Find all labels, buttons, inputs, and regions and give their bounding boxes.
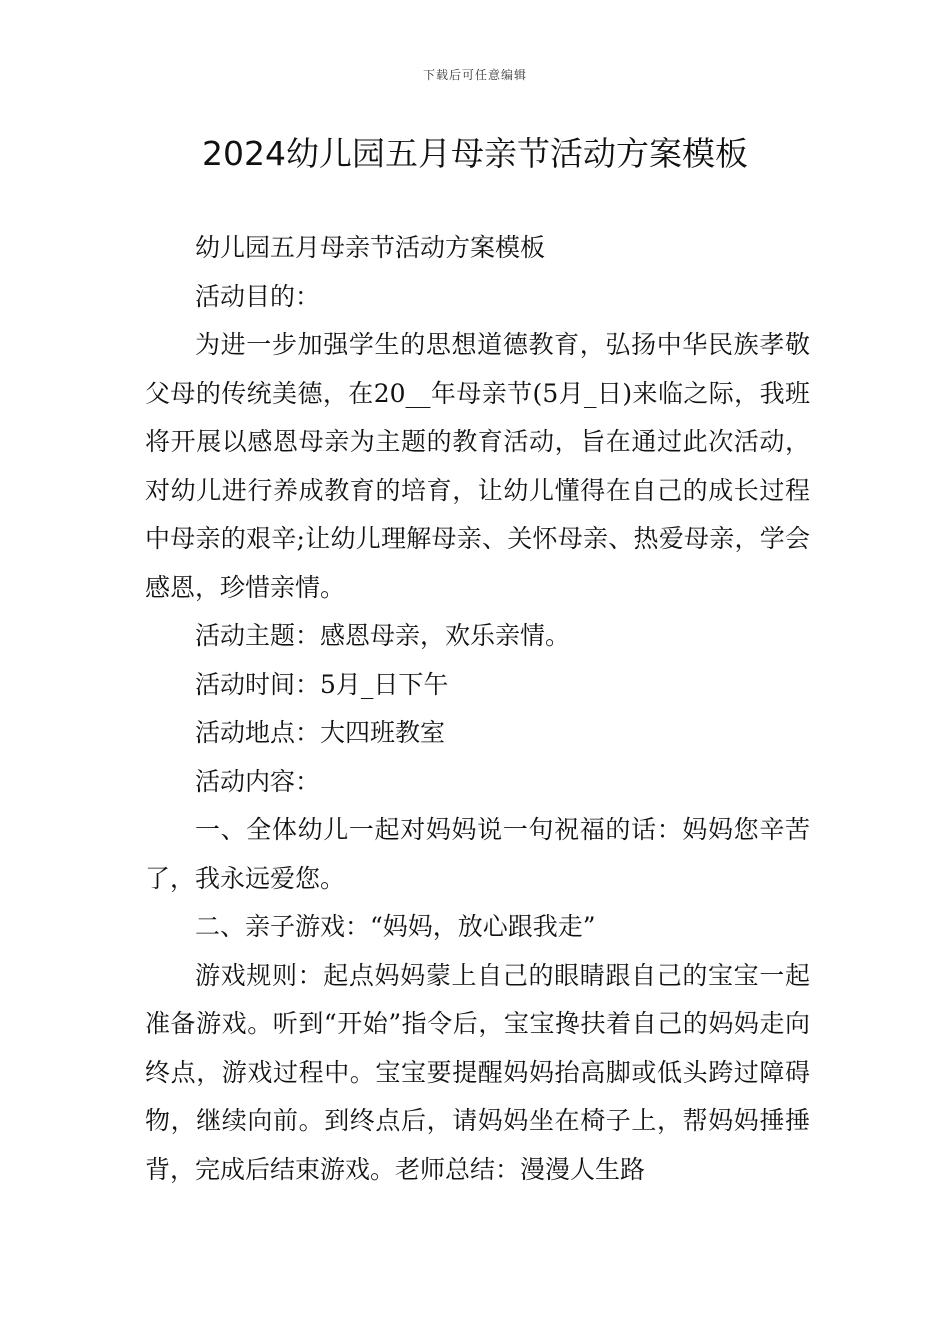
paragraph-theme: 活动主题：感恩母亲，欢乐亲情。	[195, 621, 571, 650]
document-title: 2024幼儿园五月母亲节活动方案模板	[202, 134, 748, 173]
paragraph-game-rules: 游戏规则：起点妈妈蒙上自己的眼睛跟自己的宝宝一起准备游戏。听到“开始”指令后，宝宝搀扶着自己的妈妈走向终点，游戏过程中。宝宝要提醒妈妈抬高脚或低头跨过障碍物，继续向前。到终点后，请妈妈坐在椅子上，帮妈妈捶捶背，完成后结束游戏。老师总结：漫漫人生路	[145, 960, 810, 1184]
paragraph-item-two: 二、亲子游戏：“妈妈，放心跟我走”	[195, 912, 596, 941]
paragraph-subtitle: 幼儿园五月母亲节活动方案模板	[195, 233, 546, 262]
document-body	[145, 224, 810, 1194]
paragraph-location: 活动地点：大四班教室	[195, 718, 446, 747]
paragraph-item-one: 一、全体幼儿一起对妈妈说一句祝福的话：妈妈您辛苦了，我永远爱您。	[145, 815, 810, 893]
header-note: 下载后可任意编辑	[422, 68, 527, 82]
paragraph-purpose: 为进一步加强学生的思想道德教育，弘扬中华民族孝敬父母的传统美德，在20__年母亲节(5月_日)来临之际，我班将开展以感恩母亲为主题的教育活动，旨在通过此次活动，对幼儿进行养成教育的培育，让幼儿懂得在自己的成长过程中母亲的艰辛;让幼儿理解母亲、关怀母亲、热爱母亲，学会感恩，珍惜亲情。	[145, 330, 810, 602]
paragraph-purpose-heading: 活动目的：	[195, 281, 321, 311]
paragraph-content-heading: 活动内容：	[195, 766, 321, 796]
paragraph-time: 活动时间：5月_日下午	[195, 669, 449, 699]
